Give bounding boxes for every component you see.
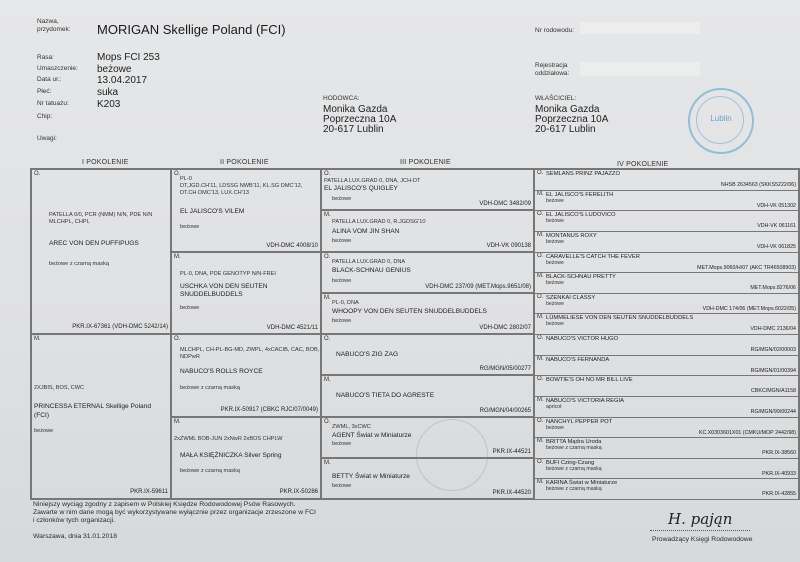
breed-label: Rasa: — [37, 54, 54, 61]
g4-name: BRITTA Mądra Uroda — [546, 439, 602, 446]
sex-marker: O. — [537, 458, 544, 465]
sex-marker: O. — [324, 419, 331, 425]
g4-cell-8 — [534, 313, 799, 335]
g3-cell-5 — [321, 334, 534, 375]
gen-2-header: II POKOLENIE — [220, 159, 269, 166]
g4-color: beżowe — [546, 259, 564, 266]
g2-tests: DT.CH DMC'13, LUX.CH'13 — [180, 190, 249, 196]
g4-color: apricot — [546, 403, 562, 410]
g4-cell-16 — [534, 478, 799, 500]
g4-name: BOWTIE'S OH NO MR BILL LIVE — [546, 377, 633, 384]
g2-reg: PKR.IX-50917 (CBKC RJC/07/0049) — [220, 407, 318, 413]
g4-cell-6 — [534, 272, 799, 294]
sex-value: suka — [97, 87, 119, 98]
sex-marker: O. — [537, 335, 544, 341]
g3-reg: PKR.IX-44521 — [492, 449, 531, 455]
gen-3-header: III POKOLENIE — [400, 159, 451, 166]
g2-tests: MLCHPL, CH-PL-BG-MD, ZWPL, 4xCACIB, CAC, BOB, — [180, 347, 320, 353]
signer-title: Prowadzący Księgi Rodowodowe — [652, 536, 753, 543]
g4-name: EL JALISCO'S FERELITH — [546, 191, 614, 198]
g4-color: beżowe — [546, 424, 564, 431]
name-label: Nazwa, przydomek: — [37, 18, 71, 33]
g3-color: beżowe — [332, 483, 352, 489]
g2-name: NABUCO'S ROLLS ROYCE — [180, 368, 263, 375]
redacted-reg — [580, 22, 700, 34]
sex-marker: M. — [324, 295, 331, 301]
g4-color: beżowe z czarną maską — [546, 465, 602, 472]
g1-sire-reg: PKR.IX-67361 (VDH-DMC 5242/14) — [72, 324, 168, 330]
g4-reg: PKR.IX-38560 — [762, 450, 796, 457]
g4-reg: PKR.IX-42855 — [762, 491, 796, 498]
tattoo-label: Nr tatuażu: — [37, 100, 69, 107]
footer-line-2: Zawarte w nim dane mogą być wykorzystywane wyłącznie przez organizacje zrzeszone w FCI — [33, 509, 316, 516]
g4-name: EL JALISCO'S LUDOVICO — [546, 212, 616, 219]
sex-marker: M. — [537, 190, 544, 197]
g4-color: beżowe — [546, 218, 564, 225]
g2-cell-2 — [171, 252, 321, 334]
sex-marker: M. — [324, 377, 331, 383]
issue-date: Warszawa, dnia 31.01.2018 — [33, 533, 118, 540]
g2-color: beżowe z czarną maską — [180, 385, 241, 391]
sex-marker: O. — [174, 336, 181, 342]
g4-name: LÜMMELIESE VON DEN SEUTEN SNUDDELBUDDELS — [546, 315, 694, 322]
sex-marker: O. — [174, 171, 181, 177]
g3-tests: PATELLA LUX.GRAD 0, R.JGDSG'10 — [332, 219, 426, 225]
g3-name: WHOOPY VON DEN SEUTEN SNUDDELBUDDELS — [332, 308, 487, 315]
g4-cell-10 — [534, 355, 799, 377]
g2-tests: 2xZWML BOB-JUN 2xNwR 2xBOS CHPLW — [174, 436, 283, 442]
sex-label: Płeć: — [37, 88, 52, 95]
g3-color: beżowe — [332, 278, 352, 284]
g2-cell-4 — [171, 417, 321, 499]
g1-dam-name: PRINCESSA ETERNAL Skellige Poland — [34, 403, 152, 410]
sex-marker: M. — [537, 479, 544, 486]
g3-reg: VDH-DMC 2802/07 — [479, 325, 531, 331]
sex-marker: M. — [324, 460, 331, 466]
g4-cell-1 — [534, 169, 799, 191]
g3-cell-2 — [321, 210, 534, 252]
g4-reg: PKR.IX-40933 — [762, 470, 796, 477]
g4-reg: VDH-VK 051302 — [756, 202, 796, 209]
owner-city: 20-617 Lublin — [535, 124, 596, 135]
g4-cell-5 — [534, 252, 799, 274]
g2-reg: VDH-DMC 4521/11 — [266, 325, 318, 331]
g3-name: NABUCO'S TIETA DO AGRESTE — [336, 392, 435, 399]
g3-reg: RG/MGN/05/00277 — [479, 366, 531, 372]
g4-cell-7 — [534, 293, 799, 315]
chip-label: Chip: — [37, 113, 53, 120]
g2-cell-1 — [171, 169, 321, 252]
g2-color: beżowe — [180, 224, 200, 230]
g4-reg: MET.Mops.8276/06 — [750, 285, 796, 292]
breeder-street: Poprzeczna 10A — [323, 114, 397, 125]
g3-color: beżowe — [332, 196, 352, 202]
g4-reg: VDH-DMC 2136/04 — [750, 326, 796, 333]
g4-color: beżowe — [546, 280, 564, 287]
sex-marker: M. — [537, 273, 544, 280]
g1-dam-cell — [31, 334, 171, 499]
g3-cell-6 — [321, 375, 534, 417]
reg-number-label: Nr rodowodu: — [535, 27, 575, 34]
g3-name: NABUCO'S ZIG ZAG — [336, 351, 399, 358]
g4-color: beżowe — [546, 238, 564, 245]
g2-name: MAŁA KSIĘŻNICZKA Silver Spring — [180, 452, 282, 459]
g2-reg: VDH-DMC 4008/10 — [266, 243, 318, 249]
g2-tests: PL-0, DNA, PDE GENOTYP N/N-FREI — [180, 271, 276, 277]
g1-dam-color: beżowe — [34, 428, 54, 434]
g4-reg: VDH-VK 061161 — [757, 223, 796, 230]
owner-label: WŁAŚCICIEL: — [535, 95, 577, 102]
g4-reg: RG/MGN/02/00003 — [750, 347, 796, 353]
g1-sire-tests: PATELLA 0/0, PCR (NMM) N/N, PDE N/N MLCHPL, CHPL — [49, 212, 153, 225]
sex-marker: M. — [174, 254, 181, 260]
tattoo-value: K203 — [97, 99, 121, 110]
sex-marker: O. — [34, 171, 41, 177]
g2-name: SNUDDELBUDDELS — [180, 291, 243, 298]
section-reg-label: Rejestracja oddziałowa: — [535, 62, 570, 77]
g3-name: EL JALISCO'S QUIGLEY — [324, 185, 398, 192]
g3-name: BLACK-SCHNAU GENIUS — [332, 267, 411, 274]
stamp-text: Lublin — [710, 114, 732, 123]
g2-name: EL JALISCO'S VILEM — [180, 208, 245, 215]
breeder-name: Monika Gazda — [323, 104, 388, 115]
g1-dam-reg: PKR.IX-59611 — [130, 489, 168, 495]
g4-color: beżowe — [546, 197, 564, 204]
g2-name: USCHKA VON DEN SEUTEN — [180, 283, 268, 290]
g4-reg: RG/MGN/01/00394 — [750, 367, 796, 374]
breeder-city: 20-617 Lublin — [323, 124, 384, 135]
g4-color: beżowe z czarną maską — [546, 445, 602, 452]
g4-reg: KC.X0303601X01 (CMKU/MOP 2442/98) — [698, 429, 796, 436]
g4-color: beżowe z czarną maską — [546, 486, 602, 493]
g4-color: beżowe — [546, 300, 564, 307]
dob-value: 13.04.2017 — [97, 75, 148, 86]
g4-name: BLACK-SCHNAU PRETTY — [546, 274, 616, 281]
sex-marker: O. — [537, 211, 544, 218]
g4-reg: CBKC/MGN/A1158 — [751, 388, 796, 395]
g4-name: NABUCO'S VICTOR HUGO — [546, 336, 619, 342]
g2-tests: DT,JGD.CH'11, LDSSG NWB'11, KL.SG DMC'12, — [180, 183, 303, 189]
g3-color: beżowe — [332, 318, 352, 324]
g3-cell-4 — [321, 293, 534, 334]
g2-tests: NDPwR — [180, 354, 200, 360]
g2-tests: PL-0 — [180, 176, 192, 182]
sex-marker: M. — [537, 231, 544, 238]
pedigree-table — [30, 168, 800, 500]
g3-cell-3 — [321, 252, 534, 293]
sex-marker: O. — [537, 252, 544, 259]
g4-cell-9 — [534, 334, 799, 356]
sex-marker: O. — [537, 170, 544, 176]
g3-color: beżowe — [332, 238, 352, 244]
g4-cell-12 — [534, 396, 799, 418]
g4-reg: VDH-DMC 174/06 (MET.Mops.6022/05) — [702, 305, 796, 312]
g1-dam-tests: 2XJBIS, BOS, CWC — [34, 385, 85, 391]
sex-marker: M. — [324, 212, 331, 218]
g4-name: NABUCO'S FERNANDA — [546, 356, 610, 363]
g3-color: beżowe — [332, 441, 352, 447]
sex-marker: O. — [324, 254, 331, 260]
dob-label: Data ur.: — [37, 76, 62, 83]
g1-dam-name-2: (FCI) — [34, 412, 50, 419]
breeder-label: HODOWCA: — [323, 95, 360, 102]
g3-tests: PATELLA LUX.GRAD 0, DNA — [332, 259, 406, 265]
g2-reg: PKR.IX-50286 — [279, 489, 318, 495]
sex-marker: O. — [537, 417, 544, 424]
remarks-label: Uwagi: — [37, 135, 57, 142]
g2-cell-3 — [171, 334, 321, 417]
g2-color: beżowe z czarną maską — [180, 468, 241, 474]
g1-sire-color: beżowe z czarną maską — [49, 261, 110, 267]
g3-reg: PKR.IX-44520 — [492, 490, 531, 496]
color-value: beżowe — [97, 64, 132, 75]
g3-name: AGENT Świat w Miniaturze — [332, 432, 412, 439]
g4-cell-15 — [534, 458, 799, 480]
gen-4-header: IV POKOLENIE — [617, 161, 669, 168]
g2-color: beżowe — [180, 305, 200, 311]
footer-line-1: Niniejszy wyciąg zgodny z zapisem w Polskiej Księdze Rodowodowej Psów Rasowych. — [33, 501, 296, 508]
g4-name: BUFI Czing-Czang — [546, 459, 595, 466]
gen-1-header: I POKOLENIE — [82, 159, 129, 166]
g3-tests: PL-0, DNA — [332, 300, 359, 306]
g4-name: NANCHYL PEPPER POT — [546, 418, 613, 425]
g4-color: beżowe — [546, 321, 564, 328]
g4-reg: MET.Mops.9060/H/07 (AKC TR46508903) — [697, 264, 796, 271]
sex-marker: M. — [537, 438, 544, 445]
g3-name: ALINA VOM JIN SHAN — [332, 228, 400, 235]
g3-name: BETTY Świat w Miniaturze — [332, 473, 410, 480]
sex-marker: O. — [537, 293, 544, 300]
g3-reg: RG/MGN/04/00265 — [479, 408, 531, 414]
g3-tests: ZWML, 3xCWC — [332, 424, 371, 430]
g4-cell-4 — [534, 231, 799, 253]
g3-reg: VDH-DMC 3482/09 — [479, 201, 531, 207]
sex-marker: M. — [537, 396, 544, 403]
sex-marker: M. — [34, 336, 41, 342]
signature: H. pająn — [668, 510, 733, 528]
g1-sire-name: AREC VON DEN PUFFIPUGS — [49, 240, 139, 247]
sex-marker: M. — [537, 314, 544, 321]
signature-line — [650, 530, 750, 531]
g4-cell-13 — [534, 417, 799, 439]
g4-name: CARAVELLE'S CATCH THE FEVER — [546, 253, 640, 260]
g4-cell-3 — [534, 210, 799, 232]
g4-cell-14 — [534, 437, 799, 459]
owner-name: Monika Gazda — [535, 104, 600, 115]
owner-street: Poprzeczna 10A — [535, 114, 609, 125]
g4-name: NABUCO'S VICTORIA REGIA — [546, 397, 624, 404]
g4-name: KARINA Świat w Miniaturze — [546, 480, 618, 487]
sex-marker: O. — [537, 376, 544, 383]
g3-tests: PATELLA LUX.GRAD 0, DNA, JCH-DT — [324, 178, 421, 184]
footer-line-3: i członków tych organizacji. — [33, 517, 115, 524]
sex-marker: M. — [174, 419, 181, 425]
redacted-section-reg — [580, 62, 700, 76]
faint-stamp — [416, 419, 488, 491]
g4-reg: RG/MGN/99/00244 — [750, 408, 796, 415]
g4-cell-2 — [534, 190, 799, 212]
g4-name: MONTANUS ROXY — [546, 232, 597, 239]
g4-name: SEMLANS PRINZ PAJAZZO — [546, 171, 620, 177]
club-stamp — [688, 88, 754, 154]
sex-marker: O. — [324, 171, 331, 177]
dog-name: MORIGAN Skellige Poland (FCI) — [97, 22, 286, 37]
sex-marker: M. — [537, 355, 544, 362]
sex-marker: O. — [324, 336, 331, 342]
breed-value: Mops FCI 253 — [97, 52, 160, 63]
g3-reg: VDH-VK 090138 — [486, 243, 531, 249]
g1-sire-cell — [31, 169, 171, 334]
g4-name: SZENKAI CLASSY — [546, 294, 596, 301]
g4-reg: NHSB 2634563 (SKKS5222/06) — [720, 182, 796, 188]
g4-reg: VDH-VK 061825 — [756, 243, 796, 250]
color-label: Umaszczenie: — [37, 65, 78, 72]
g4-cell-11 — [534, 375, 799, 397]
g3-cell-1 — [321, 169, 534, 210]
g3-reg: VDH-DMC 237/09 (MET.Mops.9651/08) — [425, 284, 531, 290]
